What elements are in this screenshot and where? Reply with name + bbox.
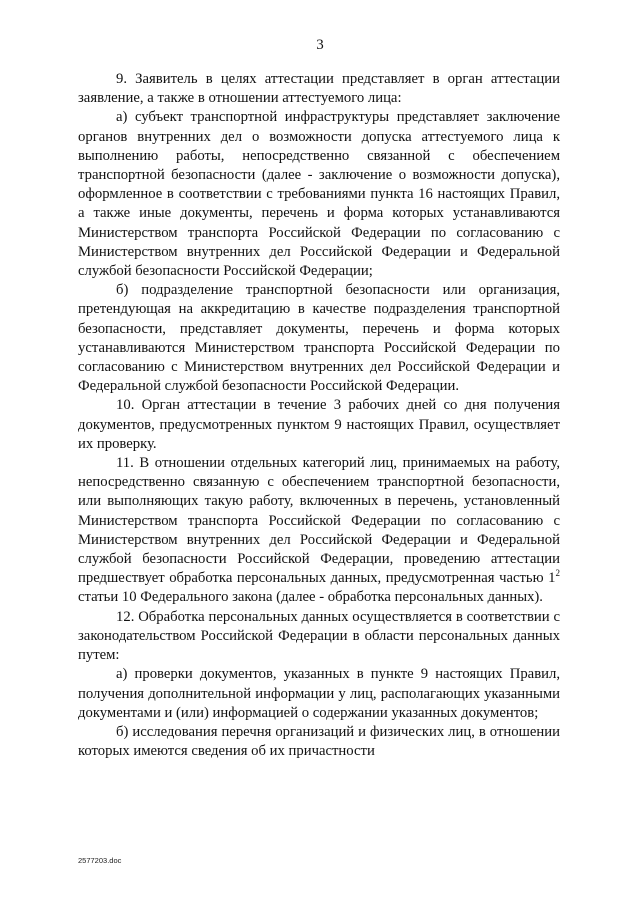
document-body — [78, 70, 560, 761]
paragraph-9-a: а) субъект транспортной инфраструктуры представляет заключение органов внутренних дел о возможности допуска аттестуемого лица к выполнению работы, непосредственно связанной с обеспечением транспортной безопасности (далее - заключение о возможности допуска), оформленное в соответствии с требованиями пункта 16 настоящих Правил, а также иные документы, перечень и форма которых устанавливаются Министерством транспорта Российской Федерации по согласованию с Министерством внутренних дел Российской Федерации и Федеральной службой безопасности Российской Федерации; — [78, 109, 560, 280]
paragraph-11-text: 11. В отношении отдельных категорий лиц, принимаемых на работу, непосредственно связанную с обеспечением транспортной безопасности, или выполняющих такую работу, включенных в перечень, установленный Министерством транспорта Российской Федерации по согласованию с Министерством внутренних дел Российской Федерации и Федеральной службой безопасности Российской Федерации, проведению аттестации предшествует обработка персональных данных, предусмотренная частью 1 — [78, 455, 560, 587]
paragraph-11-text-end: статьи 10 Федерального закона (далее - обработка персональных данных). — [78, 589, 543, 606]
paragraph-11 — [78, 454, 560, 608]
superscript-2: 2 — [555, 568, 560, 579]
paragraph-10: 10. Орган аттестации в течение 3 рабочих дней со дня получения документов, предусмотренных пунктом 9 настоящих Правил, осуществляет их проверку. — [78, 397, 560, 452]
paragraph-12-b: б) исследования перечня организаций и физических лиц, в отношении которых имеются сведения об их причастности — [78, 723, 560, 760]
page-number: 3 — [316, 37, 324, 53]
footer-filename: 2577203.doc — [78, 856, 122, 865]
paragraph-9-b: б) подразделение транспортной безопасности или организация, претендующая на аккредитацию в качестве подразделения транспортной безопасности, представляет документы, перечень и форма которых устанавливаются Министерством транспорта Российской Федерации по согласованию с Министерством внутренних дел Российской Федерации и Федеральной службой безопасности Российской Федерации. — [78, 282, 560, 395]
paragraph-12: 12. Обработка персональных данных осуществляется в соответствии с законодательством Российской Федерации в области персональных данных путем: — [78, 608, 560, 664]
paragraph-12-a: а) проверки документов, указанных в пункте 9 настоящих Правил, получения дополнительной информации у лиц, располагающих указанными документами и (или) информацией о содержании указанных документов; — [78, 666, 560, 721]
paragraph-9: 9. Заявитель в целях аттестации представляет в орган аттестации заявление, а также в отношении аттестуемого лица: — [78, 71, 560, 107]
